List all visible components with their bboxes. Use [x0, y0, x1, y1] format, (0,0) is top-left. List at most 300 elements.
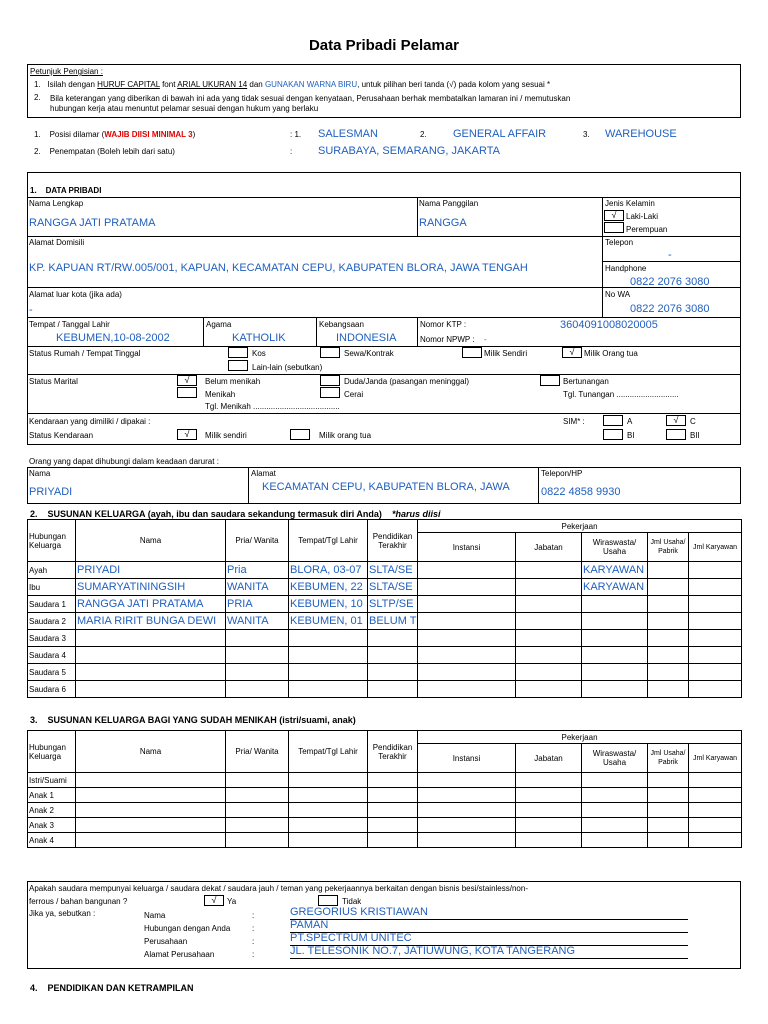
table-row: [28, 579, 742, 596]
belum-menikah-checkbox[interactable]: √: [177, 375, 197, 386]
family-cell-inst[interactable]: [418, 681, 516, 698]
instruction-1-number: 1.: [34, 80, 41, 89]
married-header-name: Nama: [76, 731, 226, 773]
milik-sendiri-label: Milik Sendiri: [484, 349, 528, 358]
bertunangan-label: Bertunangan: [563, 377, 609, 386]
family-cell-birth[interactable]: [289, 647, 368, 664]
npwp-value[interactable]: -: [484, 335, 487, 344]
family-cell-edu[interactable]: [368, 647, 418, 664]
position-required: WAJIB DIISI MINIMAL 3: [104, 130, 193, 139]
family-cell-inst[interactable]: [418, 579, 516, 596]
married-cell[interactable]: [516, 803, 582, 818]
married-cell[interactable]: [418, 788, 516, 803]
emergency-phone-label: Telepon/HP: [541, 469, 583, 478]
family-cell-jab[interactable]: [516, 647, 582, 664]
married-cell[interactable]: [76, 803, 226, 818]
married-cell[interactable]: [226, 773, 289, 788]
married-cell[interactable]: [289, 788, 368, 803]
family-cell-jml1[interactable]: [648, 664, 689, 681]
wa-value[interactable]: 0822 2076 3080: [630, 303, 710, 315]
family-cell-birth[interactable]: KEBUMEN, 22: [289, 579, 368, 596]
married-cell[interactable]: [76, 788, 226, 803]
family-cell-gender[interactable]: [226, 630, 289, 647]
personal-heading-text: DATA PRIBADI: [45, 186, 102, 195]
relatives-relation-label: Hubungan dengan Anda: [144, 924, 231, 933]
family-cell-inst[interactable]: [418, 647, 516, 664]
lain-checkbox[interactable]: [228, 360, 248, 371]
tgl-menikah: Tgl. Menikah .......................................: [205, 402, 340, 411]
position-2-value[interactable]: GENERAL AFFAIR: [453, 128, 547, 140]
table-row: [28, 630, 742, 647]
family-cell-gender[interactable]: WANITA: [226, 579, 289, 596]
family-cell-jml1[interactable]: [648, 630, 689, 647]
married-header-birth: Tempat/Tgl Lahir: [289, 731, 368, 773]
vehicle-parent-label: Milik orang tua: [319, 431, 372, 440]
placement-colon: :: [290, 147, 293, 156]
married-cell-rel: Anak 2: [28, 803, 76, 818]
family-cell-jml1[interactable]: [648, 647, 689, 664]
married-cell[interactable]: [582, 818, 648, 833]
family-cell-jml1[interactable]: [648, 596, 689, 613]
emergency-name-value[interactable]: PRIYADI: [29, 486, 73, 498]
family-cell-rel: Saudara 4: [28, 647, 76, 664]
family-heading: [30, 509, 440, 519]
family-header-jabatan: Jabatan: [516, 533, 582, 562]
instruction-1: [34, 80, 550, 90]
relatives-company-address-colon: :: [252, 950, 255, 959]
table-row: [28, 562, 742, 579]
sim-bii-checkbox[interactable]: [666, 429, 686, 440]
relatives-ya-checkbox[interactable]: √: [204, 895, 224, 906]
married-header-instansi: Instansi: [418, 744, 516, 773]
married-cell-rel: Anak 4: [28, 833, 76, 848]
family-header-name: Nama: [76, 520, 226, 562]
family-cell-inst[interactable]: [418, 596, 516, 613]
religion-label: Agama: [206, 320, 232, 329]
vehicle-own-label: Milik sendiri: [205, 431, 247, 440]
family-cell-jab[interactable]: [516, 613, 582, 630]
instruction-2-line1: Bila keterangan yang diberikan di bawah ini ada yang tidak sesuai dengan kenyataan, Perusahaan berhak membatalkan lamaran ini / memutuskan: [50, 94, 571, 103]
emergency-address-value[interactable]: KECAMATAN CEPU, KABUPATEN BLORA, JAWA: [262, 481, 510, 493]
family-cell-jml2[interactable]: [689, 562, 742, 579]
emergency-heading: Orang yang dapat dihubungi dalam keadaan darurat :: [29, 457, 219, 466]
relatives-tidak-label: Tidak: [342, 897, 362, 906]
family-cell-rel: Ibu: [28, 579, 76, 596]
married-cell[interactable]: [368, 818, 418, 833]
placement-number: 2.: [34, 147, 41, 156]
married-cell[interactable]: [648, 773, 689, 788]
family-cell-jml2[interactable]: [689, 681, 742, 698]
vehicle-own-checkbox[interactable]: √: [177, 429, 197, 440]
married-cell[interactable]: [76, 818, 226, 833]
family-cell-jab[interactable]: [516, 681, 582, 698]
relatives-company-value[interactable]: PT.SPECTRUM UNITEC: [290, 932, 412, 944]
family-cell-edu[interactable]: SLTA/SE: [368, 562, 418, 579]
birth-value[interactable]: KEBUMEN,10-08-2002: [56, 332, 170, 344]
family-cell-gender[interactable]: [226, 664, 289, 681]
married-header-education: Pendidikan Terakhir: [368, 731, 418, 773]
relatives-company-address-value[interactable]: JL. TELESONIK NO.7, JATIUWUNG, KOTA TANGERANG: [290, 945, 576, 957]
position-1-value[interactable]: SALESMAN: [318, 128, 378, 140]
family-cell-edu[interactable]: BELUM T: [368, 613, 418, 630]
family-cell-name[interactable]: SUMARYATININGSIH: [76, 579, 226, 596]
vehicle-status-label: Status Kendaraan: [29, 431, 94, 440]
instruction-2-line2: hubungan kerja atau menuntut pelamar sesuai dengan hukum yang berlaku: [50, 104, 319, 113]
family-cell-jml2[interactable]: [689, 579, 742, 596]
npwp-label: Nomor NPWP :: [420, 335, 475, 344]
family-cell-birth[interactable]: KEBUMEN, 10: [289, 596, 368, 613]
married-cell[interactable]: [226, 803, 289, 818]
family-cell-jml1[interactable]: [648, 681, 689, 698]
family-cell-jml2[interactable]: [689, 647, 742, 664]
sim-a-checkbox[interactable]: [603, 415, 623, 426]
family-cell-birth[interactable]: [289, 664, 368, 681]
married-header-work: Pekerjaan: [418, 731, 742, 744]
family-cell-edu[interactable]: [368, 664, 418, 681]
nickname-label: Nama Panggilan: [419, 199, 479, 208]
marital-label: Status Marital: [29, 377, 78, 386]
family-cell-inst[interactable]: [418, 664, 516, 681]
married-cell[interactable]: [648, 833, 689, 848]
house-status-label: Status Rumah / Tempat Tinggal: [29, 349, 141, 358]
family-cell-wira[interactable]: [582, 664, 648, 681]
duda-checkbox[interactable]: [320, 375, 340, 386]
education-heading-text: PENDIDIKAN DAN KETRAMPILAN: [47, 983, 194, 993]
married-cell[interactable]: [76, 773, 226, 788]
married-cell[interactable]: [689, 773, 742, 788]
sim-label: SIM* :: [563, 417, 585, 426]
family-cell-jml2[interactable]: [689, 613, 742, 630]
family-header-jml-kary: Jml Karyawan: [689, 533, 742, 562]
wa-label: No WA: [605, 290, 631, 299]
position-number: 1.: [34, 130, 41, 139]
relatives-if-yes: Jika ya, sebutkan :: [29, 909, 96, 918]
family-cell-gender[interactable]: Pria: [226, 562, 289, 579]
family-cell-birth[interactable]: [289, 630, 368, 647]
family-cell-name[interactable]: MARIA RIRIT BUNGA DEWI: [76, 613, 226, 630]
table-row: [28, 596, 742, 613]
family-cell-rel: Saudara 3: [28, 630, 76, 647]
married-cell[interactable]: [368, 833, 418, 848]
phone-label: Telepon: [605, 238, 634, 247]
instruction-1-text-a: Isilah dengan: [47, 80, 98, 89]
relatives-question-2: ferrous / bahan bangunan ?: [29, 897, 128, 906]
family-heading-number: 2.: [30, 509, 38, 519]
instruction-1-text-g: , untuk pilihan beri tanda (√) pada kolom yang sesuai *: [357, 80, 551, 89]
personal-heading: [30, 186, 101, 196]
sewa-label: Sewa/Kontrak: [344, 349, 394, 358]
married-cell-rel: Anak 3: [28, 818, 76, 833]
family-cell-name[interactable]: [76, 647, 226, 664]
family-cell-wira[interactable]: KARYAWAN: [582, 562, 648, 579]
outside-address-value[interactable]: -: [29, 304, 33, 316]
placement-label: [34, 147, 175, 157]
relatives-name-value[interactable]: GREGORIUS KRISTIAWAN: [290, 906, 428, 918]
tgl-tunangan: Tgl. Tunangan ............................: [563, 390, 679, 399]
married-header-jml-usaha: Jml Usaha/ Pabrik: [648, 744, 689, 773]
nationality-label: Kebangsaan: [319, 320, 364, 329]
religion-value[interactable]: KATHOLIK: [232, 332, 286, 344]
cerai-label: Cerai: [344, 390, 364, 399]
position-label-a: Posisi dilamar (: [49, 130, 105, 139]
instruction-1-text-c: font: [159, 80, 178, 89]
married-cell[interactable]: [289, 773, 368, 788]
phone-value[interactable]: -: [668, 249, 672, 261]
instruction-1-font: ARIAL UKURAN 14: [177, 80, 248, 89]
family-cell-gender[interactable]: PRIA: [226, 596, 289, 613]
family-cell-jml2[interactable]: [689, 596, 742, 613]
family-cell-edu[interactable]: [368, 681, 418, 698]
instruction-1-text-e: dan: [247, 80, 265, 89]
instruction-1-capital: HURUF CAPITAL: [97, 80, 160, 89]
sim-bi-checkbox[interactable]: [603, 429, 623, 440]
family-cell-rel: Saudara 6: [28, 681, 76, 698]
family-cell-wira[interactable]: [582, 681, 648, 698]
married-heading-number: 3.: [30, 715, 38, 725]
position-label-b: ): [192, 130, 196, 139]
sim-a-label: A: [627, 417, 633, 426]
married-cell[interactable]: [648, 818, 689, 833]
birth-label: Tempat / Tanggal Lahir: [29, 320, 110, 329]
lain-label: Lain-lain (sebutkan): [252, 363, 323, 372]
married-cell[interactable]: [648, 803, 689, 818]
family-cell-edu[interactable]: SLTP/SE: [368, 596, 418, 613]
sim-c-checkbox[interactable]: √: [666, 415, 686, 426]
family-cell-wira[interactable]: KARYAWAN: [582, 579, 648, 596]
vehicle-label: Kendaraan yang dimiliki / dipakai :: [29, 417, 151, 426]
married-cell[interactable]: [582, 788, 648, 803]
handphone-value[interactable]: 0822 2076 3080: [630, 276, 710, 288]
married-cell[interactable]: [516, 788, 582, 803]
married-cell[interactable]: [582, 803, 648, 818]
gender-label: Jenis Kelamin: [605, 199, 655, 208]
milik-ortu-checkbox[interactable]: √: [562, 347, 582, 358]
personal-heading-number: 1.: [30, 186, 37, 195]
family-cell-jml2[interactable]: [689, 630, 742, 647]
married-header-gender: Pria/ Wanita: [226, 731, 289, 773]
kos-label: Kos: [252, 349, 266, 358]
married-header-wira: Wiraswasta/ Usaha: [582, 744, 648, 773]
cerai-checkbox[interactable]: [320, 387, 340, 398]
address-value[interactable]: KP. KAPUAN RT/RW.005/001, KAPUAN, KECAMATAN CEPU, KABUPATEN BLORA, JAWA TENGAH: [29, 262, 528, 274]
married-cell[interactable]: [76, 833, 226, 848]
family-cell-jab[interactable]: [516, 664, 582, 681]
milik-sendiri-checkbox[interactable]: [462, 347, 482, 358]
family-cell-inst[interactable]: [418, 613, 516, 630]
family-cell-jab[interactable]: [516, 562, 582, 579]
married-cell[interactable]: [368, 803, 418, 818]
married-cell[interactable]: [226, 788, 289, 803]
family-header-instansi: Instansi: [418, 533, 516, 562]
education-heading-number: 4.: [30, 983, 38, 993]
married-cell[interactable]: [582, 833, 648, 848]
married-cell[interactable]: [689, 788, 742, 803]
family-cell-edu[interactable]: SLTA/SE: [368, 579, 418, 596]
family-cell-wira[interactable]: [582, 630, 648, 647]
relatives-name-label: Nama: [144, 911, 166, 920]
belum-menikah-label: Belum menikah: [205, 377, 261, 386]
family-cell-gender[interactable]: WANITA: [226, 613, 289, 630]
married-cell[interactable]: [648, 788, 689, 803]
family-cell-birth[interactable]: BLORA, 03-07: [289, 562, 368, 579]
family-cell-birth[interactable]: [289, 681, 368, 698]
family-cell-birth[interactable]: KEBUMEN, 01: [289, 613, 368, 630]
family-cell-rel: Saudara 1: [28, 596, 76, 613]
menikah-label: Menikah: [205, 390, 236, 399]
family-cell-jml2[interactable]: [689, 664, 742, 681]
ktp-value[interactable]: 3604091008020005: [560, 319, 658, 331]
family-cell-wira[interactable]: [582, 647, 648, 664]
family-header-birth: Tempat/Tgl Lahir: [289, 520, 368, 562]
family-cell-name[interactable]: [76, 681, 226, 698]
family-cell-jab[interactable]: [516, 579, 582, 596]
family-cell-wira[interactable]: [582, 613, 648, 630]
married-cell[interactable]: [418, 773, 516, 788]
kos-checkbox[interactable]: [228, 347, 248, 358]
placement-label-text: Penempatan (Boleh lebih dari satu): [49, 147, 175, 156]
emergency-phone-value[interactable]: 0822 4858 9930: [541, 486, 621, 498]
ktp-label: Nomor KTP :: [420, 320, 467, 329]
placement-value[interactable]: SURABAYA, SEMARANG, JAKARTA: [318, 145, 500, 157]
married-cell[interactable]: [582, 773, 648, 788]
married-cell[interactable]: [516, 773, 582, 788]
table-row: [28, 833, 742, 848]
family-cell-name[interactable]: [76, 630, 226, 647]
position-3-value[interactable]: WAREHOUSE: [605, 128, 677, 140]
outside-address-label: Alamat luar kota (jika ada): [29, 290, 122, 299]
married-header-jml-kary: Jml Karyawan: [689, 744, 742, 773]
family-header-relation: Hubungan Keluarga: [28, 520, 76, 562]
table-row: [28, 803, 742, 818]
married-cell[interactable]: [689, 818, 742, 833]
family-cell-edu[interactable]: [368, 630, 418, 647]
relatives-relation-colon: :: [252, 924, 255, 933]
married-cell[interactable]: [516, 833, 582, 848]
position-label: [34, 130, 195, 140]
sewa-checkbox[interactable]: [320, 347, 340, 358]
vehicle-parent-checkbox[interactable]: [290, 429, 310, 440]
family-cell-name[interactable]: [76, 664, 226, 681]
position-2-number: 2.: [420, 130, 427, 139]
family-cell-inst[interactable]: [418, 630, 516, 647]
relatives-company-colon: :: [252, 937, 255, 946]
family-header-wira: Wiraswasta/ Usaha: [582, 533, 648, 562]
family-cell-wira[interactable]: [582, 596, 648, 613]
address-label: Alamat Domisili: [29, 238, 85, 247]
page-title: Data Pribadi Pelamar: [308, 37, 460, 54]
married-cell[interactable]: [226, 818, 289, 833]
family-cell-name[interactable]: RANGGA JATI PRATAMA: [76, 596, 226, 613]
table-row: [28, 613, 742, 630]
married-cell[interactable]: [368, 788, 418, 803]
female-label: Perempuan: [626, 225, 668, 234]
family-header-gender: Pria/ Wanita: [226, 520, 289, 562]
family-cell-jml1[interactable]: [648, 579, 689, 596]
full-name-label: Nama Lengkap: [29, 199, 84, 208]
married-cell[interactable]: [516, 818, 582, 833]
table-row: [28, 647, 742, 664]
position-colon: : 1.: [290, 130, 302, 139]
married-cell[interactable]: [418, 803, 516, 818]
family-cell-gender[interactable]: [226, 681, 289, 698]
instructions-heading: Petunjuk Pengisian :: [30, 67, 103, 76]
married-header-jabatan: Jabatan: [516, 744, 582, 773]
instruction-1-blue: GUNAKAN WARNA BIRU: [264, 80, 358, 89]
married-cell[interactable]: [418, 833, 516, 848]
relatives-relation-value[interactable]: PAMAN: [290, 919, 329, 931]
married-table: [27, 730, 742, 848]
married-cell[interactable]: [226, 833, 289, 848]
emergency-address-label: Alamat: [251, 469, 276, 478]
full-name-value[interactable]: RANGGA JATI PRATAMA: [29, 217, 156, 229]
relatives-company-label: Perusahaan: [144, 937, 188, 946]
position-3-number: 3.: [583, 130, 590, 139]
family-header-work: Pekerjaan: [418, 520, 742, 533]
married-cell[interactable]: [368, 773, 418, 788]
sim-bii-label: BII: [690, 431, 700, 440]
sim-c-label: C: [690, 417, 696, 426]
family-cell-rel: Saudara 5: [28, 664, 76, 681]
nickname-value[interactable]: RANGGA: [419, 217, 467, 229]
female-checkbox[interactable]: [604, 222, 624, 233]
family-cell-gender[interactable]: [226, 647, 289, 664]
table-row: [28, 788, 742, 803]
married-heading-text: SUSUNAN KELUARGA BAGI YANG SUDAH MENIKAH (istri/suami, anak): [47, 715, 356, 725]
menikah-checkbox[interactable]: [177, 387, 197, 398]
married-cell[interactable]: [289, 818, 368, 833]
married-cell[interactable]: [689, 803, 742, 818]
family-cell-rel: Ayah: [28, 562, 76, 579]
family-cell-rel: Saudara 2: [28, 613, 76, 630]
bertunangan-checkbox[interactable]: [540, 375, 560, 386]
family-note: *harus diisi: [391, 509, 441, 519]
table-row: [28, 681, 742, 698]
table-row: [28, 664, 742, 681]
emergency-name-label: Nama: [29, 469, 51, 478]
family-cell-jab[interactable]: [516, 596, 582, 613]
relatives-name-colon: :: [252, 911, 255, 920]
married-cell[interactable]: [289, 803, 368, 818]
married-cell-rel: Istri/Suami: [28, 773, 76, 788]
instruction-2-number: 2.: [34, 93, 41, 102]
married-cell[interactable]: [689, 833, 742, 848]
married-header-relation: Hubungan Keluarga: [28, 731, 76, 773]
male-checkbox[interactable]: √: [604, 210, 624, 221]
married-heading: [30, 715, 356, 725]
family-header-jml-usaha: Jml Usaha/ Pabrik: [648, 533, 689, 562]
family-cell-jml1[interactable]: [648, 562, 689, 579]
married-cell[interactable]: [289, 833, 368, 848]
relatives-company-address-label: Alamat Perusahaan: [144, 950, 215, 959]
family-cell-jab[interactable]: [516, 630, 582, 647]
relatives-question-1: Apakah saudara mempunyai keluarga / saudara dekat / saudara jauh / teman yang pekerjaannya berkaitan dengan bisnis besi/stainless/non-: [29, 884, 528, 893]
married-cell-rel: Anak 1: [28, 788, 76, 803]
family-cell-inst[interactable]: [418, 562, 516, 579]
married-cell[interactable]: [418, 818, 516, 833]
relatives-tidak-checkbox[interactable]: [318, 895, 338, 906]
male-label: Laki-Laki: [626, 212, 659, 221]
relatives-ya-label: Ya: [227, 897, 237, 906]
family-heading-text: SUSUNAN KELUARGA (ayah, ibu dan saudara sekandung termasuk diri Anda): [47, 509, 382, 519]
family-cell-jml1[interactable]: [648, 613, 689, 630]
milik-ortu-label: Milik Orang tua: [584, 349, 638, 358]
family-header-education: Pendidikan Terakhir: [368, 520, 418, 562]
education-heading: [30, 983, 194, 993]
family-table: [27, 519, 742, 698]
family-cell-name[interactable]: PRIYADI: [76, 562, 226, 579]
table-row: [28, 773, 742, 788]
nationality-value[interactable]: INDONESIA: [336, 332, 397, 344]
